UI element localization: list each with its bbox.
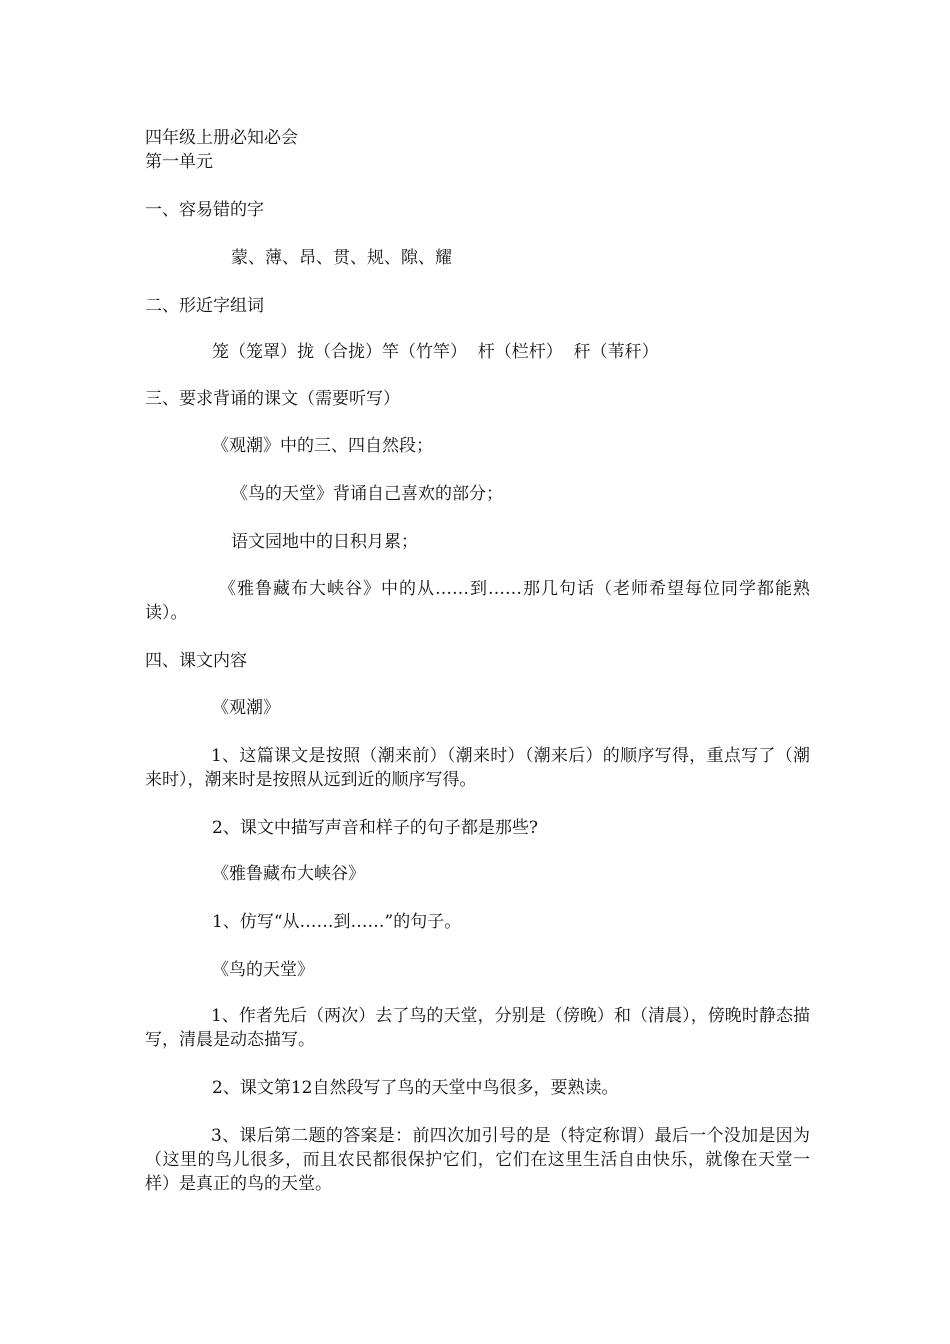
bird-heaven-question-1: 1、作者先后（两次）去了鸟的天堂，分别是（傍晚）和（清晨），傍晚时静态描写，清晨是动态描写。 [145,1006,810,1050]
recite-item-3: 语文园地中的日积月累； [231,532,418,552]
unit-heading: 第一单元 [145,152,213,172]
section-2-heading: 二、形近字组词 [145,296,264,316]
similar-chars-words: 笼（笼罩）拢（合拢）竿（竹竿） 杆（栏杆） 秆（苇秆） [212,342,659,362]
bird-heaven-question-3: 3、课后第二题的答案是：前四次加引号的是（特定称谓）最后一个没加是因为（这里的鸟儿很多，而且农民都很保护它们，它们在这里生活自由快乐，就像在天堂一样）是真正的鸟的天堂。 [145,1126,810,1194]
document-title: 四年级上册必知必会 [145,128,298,148]
lesson-title-guanchao: 《观潮》 [212,698,280,718]
recite-item-2: 《鸟的天堂》背诵自己喜欢的部分； [231,484,503,504]
yarlung-question-1: 1、仿写“从……到……”的句子。 [212,912,462,932]
lesson-title-yarlung: 《雅鲁藏布大峡谷》 [212,864,365,884]
guanchao-question-1: 1、这篇课文是按照（潮来前）（潮来时）（潮来后）的顺序写得，重点写了（潮来时），潮来时是按照从远到近的顺序写得。 [145,746,810,790]
guanchao-question-2: 2、课文中描写声音和样子的句子都是那些? [212,818,538,838]
section-4-heading: 四、课文内容 [145,651,247,671]
bird-heaven-question-2: 2、课文第12自然段写了鸟的天堂中鸟很多，要熟读。 [212,1078,619,1098]
error-prone-chars: 蒙、薄、昂、贯、规、隙、耀 [231,248,452,268]
recite-item-4: 《雅鲁藏布大峡谷》中的从……到……那几句话（老师希望每位同学都能熟读）。 [145,579,810,623]
section-3-heading: 三、要求背诵的课文（需要听写） [145,389,400,409]
lesson-title-bird-heaven: 《鸟的天堂》 [212,960,314,980]
section-1-heading: 一、容易错的字 [145,200,264,220]
recite-item-1: 《观潮》中的三、四自然段； [212,436,433,456]
